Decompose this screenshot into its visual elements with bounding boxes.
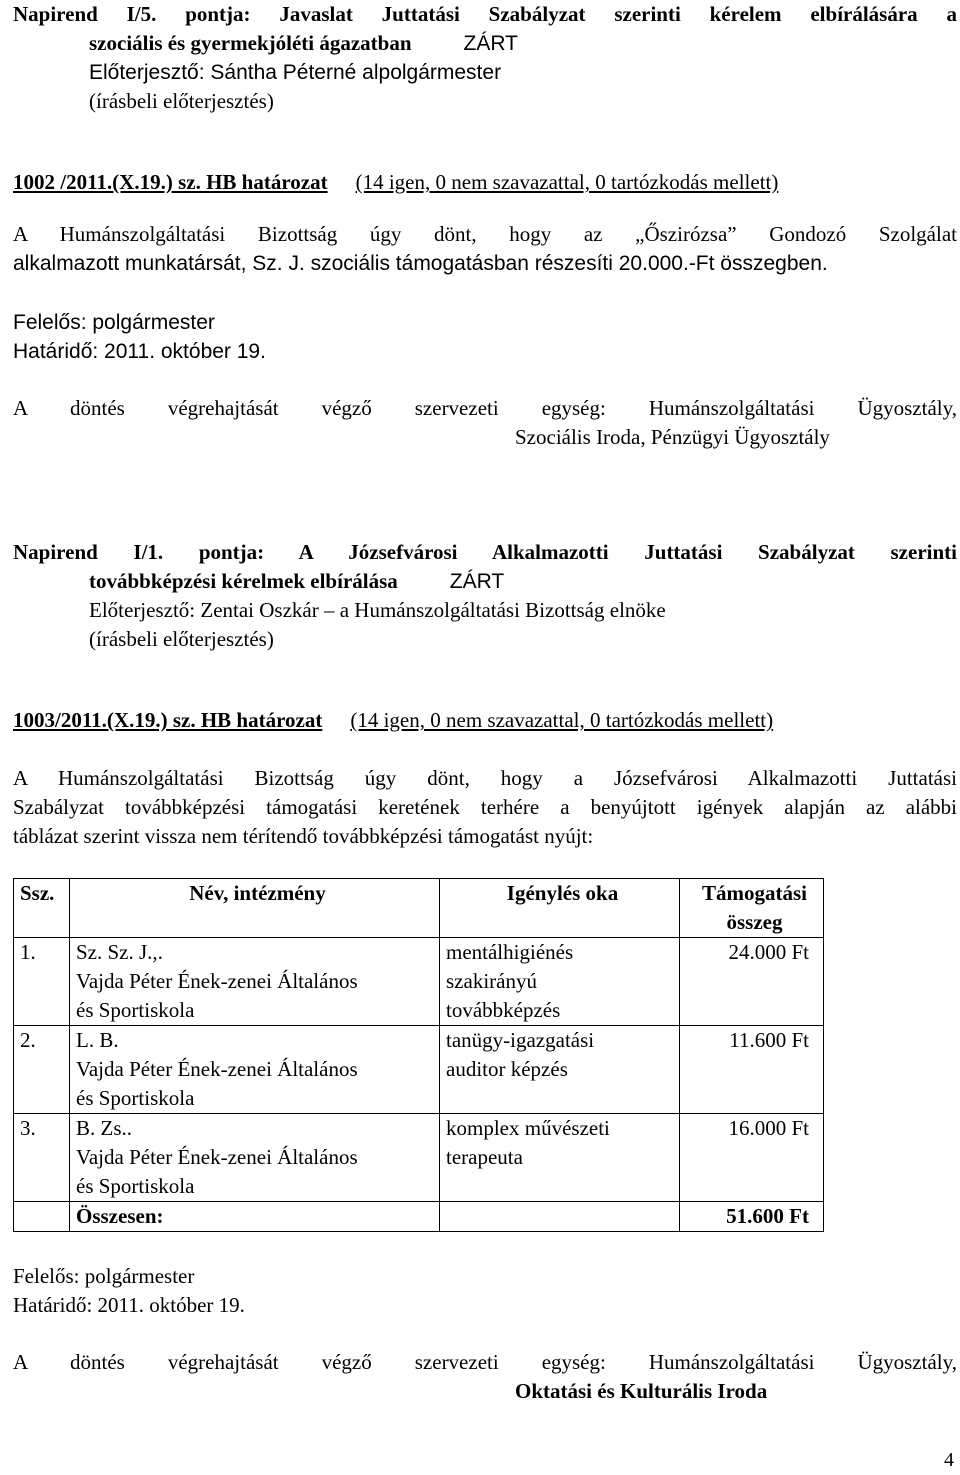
- resolution-1002-title: [13, 168, 957, 197]
- executor-line: A döntés végrehajtását végző szervezeti egység: Humánszolgáltatási Ügyosztály,: [13, 1350, 957, 1374]
- agenda-heading-line: [13, 567, 957, 596]
- presenter: Előterjesztő: Sántha Péterné alpolgármester: [89, 61, 502, 84]
- resolution-number: 1002 /2011.(X.19.) sz. HB határozat: [13, 170, 328, 194]
- executor-line: Szociális Iroda, Pénzügyi Ügyosztály: [515, 425, 830, 449]
- decision-line: A Humánszolgáltatási Bizottság úgy dönt, hogy az „Őszirózsa” Gondozó Szolgálat: [13, 222, 957, 246]
- table-row: [14, 938, 824, 1026]
- cell-name: L. B. Vajda Péter Ének-zenei Általános és Sportiskola: [70, 1026, 440, 1114]
- executor-line: A döntés végrehajtását végző szervezeti egység: Humánszolgáltatási Ügyosztály,: [13, 396, 957, 420]
- table-row: [14, 1026, 824, 1114]
- agenda-topic: szociális és gyermekjóléti ágazatban: [89, 31, 412, 55]
- cell-name: B. Zs.. Vajda Péter Ének-zenei Általános és Sportiskola: [70, 1114, 440, 1202]
- vote-result: (14 igen, 0 nem szavazattal, 0 tartózkodás mellett): [350, 708, 774, 732]
- agenda-topic: továbbképzési kérelmek elbírálása: [89, 569, 398, 593]
- table-total-row: [14, 1202, 824, 1232]
- vote-result: (14 igen, 0 nem szavazattal, 0 tartózkodás mellett): [355, 170, 779, 194]
- table-row: [14, 1114, 824, 1202]
- decision-line: alkalmazott munkatársát, Sz. J. szociális támogatásban részesíti 20.000.-Ft összegben.: [13, 252, 828, 275]
- deadline: Határidő: 2011. október 19.: [13, 340, 266, 363]
- cell-amount: 24.000 Ft: [680, 938, 824, 1026]
- decision-line: Szabályzat továbbképzési támogatási keretének terhére a benyújtott igények alapján az alábbi: [13, 795, 957, 819]
- table-header-row: [14, 879, 824, 938]
- responsible: Felelős: polgármester: [13, 1264, 195, 1288]
- closed-session-label: ZÁRT: [449, 570, 505, 593]
- support-table: [13, 878, 824, 1232]
- decision-line: A Humánszolgáltatási Bizottság úgy dönt, hogy a Józsefvárosi Alkalmazotti Juttatási: [13, 766, 957, 790]
- cell-amount: 16.000 Ft: [680, 1114, 824, 1202]
- cell-name: Sz. Sz. J.,. Vajda Péter Ének-zenei Általános és Sportiskola: [70, 938, 440, 1026]
- resolution-1003-text: [13, 764, 957, 851]
- written-proposal-note: (írásbeli előterjesztés): [89, 89, 274, 113]
- resolution-1002-text: [13, 220, 957, 278]
- cell-ssz: 2.: [14, 1026, 70, 1114]
- header-reason: Igénylés oka: [440, 879, 680, 938]
- closed-session-label: ZÁRT: [463, 32, 518, 55]
- written-proposal-note: (írásbeli előterjesztés): [89, 627, 274, 651]
- agenda-heading-line: [13, 29, 957, 58]
- agenda-heading-line: Napirend I/1. pontja: A Józsefvárosi Alkalmazotti Juttatási Szabályzat szerinti: [13, 540, 957, 564]
- responsible: Felelős: polgármester: [13, 311, 215, 334]
- executor-block-1: [13, 394, 957, 452]
- agenda-item-2-heading: [13, 538, 957, 654]
- total-amount: 51.600 Ft: [680, 1202, 824, 1232]
- responsibility-block-2: [13, 1262, 957, 1320]
- agenda-item-1-heading: [13, 0, 957, 116]
- agenda-heading-line: Napirend I/5. pontja: Javaslat Juttatási Szabályzat szerinti kérelem elbírálására a: [13, 2, 957, 26]
- responsibility-block-1: [13, 308, 957, 366]
- cell-ssz: 1.: [14, 938, 70, 1026]
- cell-amount: 11.600 Ft: [680, 1026, 824, 1114]
- cell-ssz: 3.: [14, 1114, 70, 1202]
- executor-line: Oktatási és Kulturális Iroda: [515, 1379, 768, 1403]
- presenter: Előterjesztő: Zentai Oszkár – a Humánszolgáltatási Bizottság elnöke: [89, 598, 666, 622]
- cell-reason: tanügy-igazgatási auditor képzés: [440, 1026, 680, 1114]
- executor-block-2: [13, 1348, 957, 1406]
- resolution-number: 1003/2011.(X.19.) sz. HB határozat: [13, 708, 323, 732]
- header-name: Név, intézmény: [70, 879, 440, 938]
- header-ssz: Ssz.: [14, 879, 70, 938]
- decision-line: táblázat szerint vissza nem térítendő továbbképzési támogatást nyújt:: [13, 824, 594, 848]
- deadline: Határidő: 2011. október 19.: [13, 1293, 245, 1317]
- cell-reason: mentálhigiénés szakirányú továbbképzés: [440, 938, 680, 1026]
- cell-reason: komplex művészeti terapeuta: [440, 1114, 680, 1202]
- page-number: 4: [944, 1449, 954, 1471]
- header-amount: Támogatási összeg: [680, 879, 824, 938]
- resolution-1003-title: [13, 706, 957, 735]
- total-label: Összesen:: [70, 1202, 440, 1232]
